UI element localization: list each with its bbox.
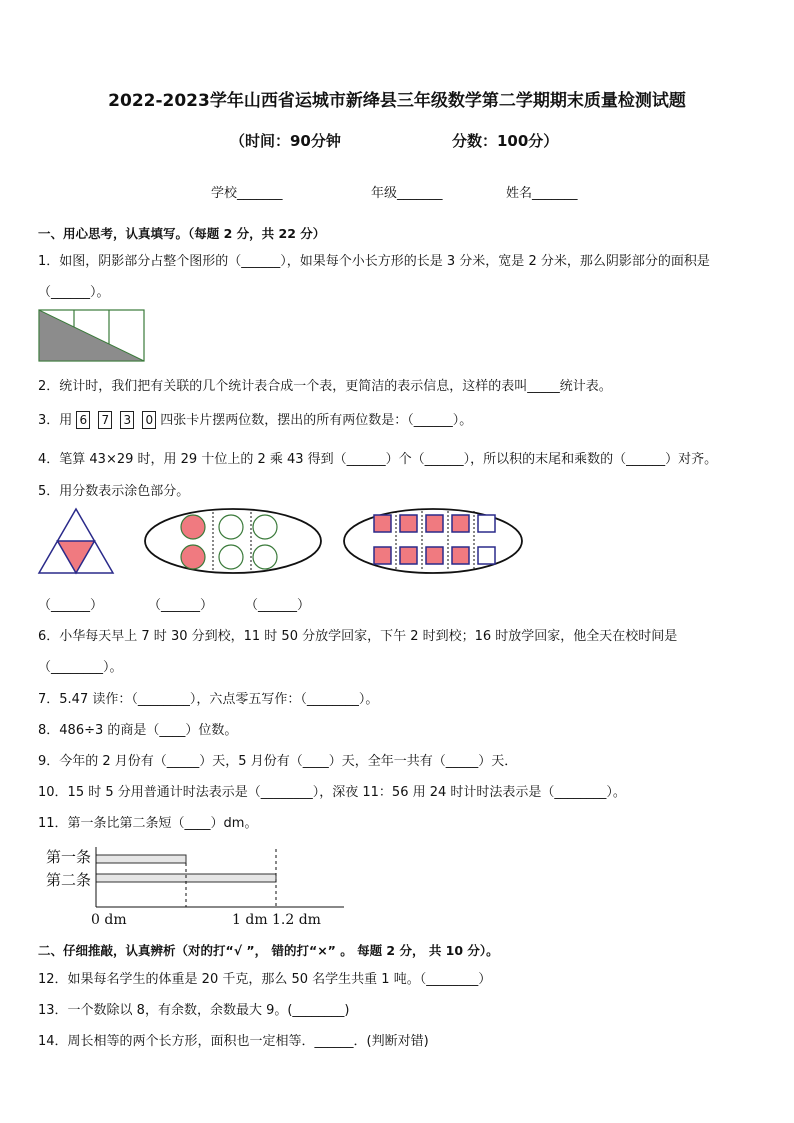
empty-circle [253,545,277,569]
filled-square [426,515,443,532]
empty-circle [219,515,243,539]
question-13: 13．一个数除以 8，有余数，余数最大 9。(________) [38,1003,350,1018]
empty-circle [253,515,277,539]
bar-length-figure [44,843,349,930]
question-14: 14．周长相等的两个长方形，面积也一定相等．______．(判断对错) [38,1034,429,1049]
empty-square [478,547,495,564]
tick-2: 1.2 dm [272,912,321,928]
filled-square [400,515,417,532]
question-5-answer-2: （______） [148,598,214,613]
question-10: 10．15 时 5 分用普通计时法表示是（________），深夜 11：56 用 24 时计时法表示是（________）。 [38,785,626,800]
question-5-answer-1: （______） [38,598,104,613]
digit-card: 6 [76,411,90,429]
question-5-answer-3: （______） [245,598,311,613]
squares-oval-figure [342,506,526,576]
triangle-figure [37,506,117,576]
question-9: 9．今年的 2 月份有（_____）天，5 月份有（____）天，全年一共有（_____）天． [38,754,518,769]
grade-field: 年级_______ [371,186,443,201]
section-2-heading: 二、仔细推敲，认真辨析（对的打“√ ”， 错的打“×” 。 每题 2 分， 共 10 分）。 [38,943,499,958]
second-bar-label: 第二条 [46,871,92,889]
question-11: 11．第一条比第二条短（____）dm。 [38,816,258,831]
section-1-heading: 一、用心思考，认真填写。（每题 2 分，共 22 分） [38,226,326,241]
question-8: 8．486÷3 的商是（____）位数。 [38,723,238,738]
filled-square [426,547,443,564]
exam-time: （时间：90分钟 [230,132,341,150]
filled-square [400,547,417,564]
question-3-suffix: 四张卡片摆两位数，摆出的所有两位数是：（______）。 [160,413,473,428]
question-3 [38,409,472,429]
first-bar [96,855,186,863]
digit-card: 7 [98,411,112,429]
digit-card: 0 [142,411,156,429]
circles-oval-figure [143,506,323,576]
question-4: 4．笔算 43×29 时，用 29 十位上的 2 乘 43 得到（______）个（______），所以积的末尾和乘数的（______）对齐。 [38,452,718,467]
filled-square [374,515,391,532]
tick-1: 1 dm [232,912,268,928]
exam-score: 分数：100分） [452,132,559,150]
tick-0: 0 dm [91,912,127,928]
question-12: 12．如果每名学生的体重是 20 千克，那么 50 名学生共重 1 吨。（________） [38,972,492,987]
filled-square [374,547,391,564]
filled-circle [181,545,205,569]
question-6-line-2: （________）。 [38,660,123,675]
question-6-line-1: 6．小华每天早上 7 时 30 分到校，11 时 50 分放学回家，下午 2 时到校；16 时放学回家，他全天在校时间是 [38,629,678,644]
question-2: 2．统计时，我们把有关联的几个统计表合成一个表，更简洁的表示信息，这样的表叫_____统计表。 [38,379,612,394]
empty-circle [219,545,243,569]
question-7: 7．5.47 读作：（________），六点零五写作：（________）。 [38,692,379,707]
question-1-line-1: 1．如图，阴影部分占整个图形的（______），如果每个小长方形的长是 3 分米，宽是 2 分米，那么阴影部分的面积是 [38,254,710,269]
filled-square [452,515,469,532]
empty-square [478,515,495,532]
first-bar-label: 第一条 [46,848,92,866]
name-field: 姓名_______ [506,186,578,201]
question-5: 5．用分数表示涂色部分。 [38,484,190,499]
question-1-line-2: （______）。 [38,285,110,300]
page-title: 2022-2023学年山西省运城市新绛县三年级数学第二学期期末质量检测试题 [108,91,686,111]
digit-card: 3 [120,411,134,429]
filled-square [452,547,469,564]
question-3-prefix: 3．用 [38,413,73,428]
question-1-figure [38,309,146,363]
filled-circle [181,515,205,539]
school-field: 学校_______ [211,186,283,201]
